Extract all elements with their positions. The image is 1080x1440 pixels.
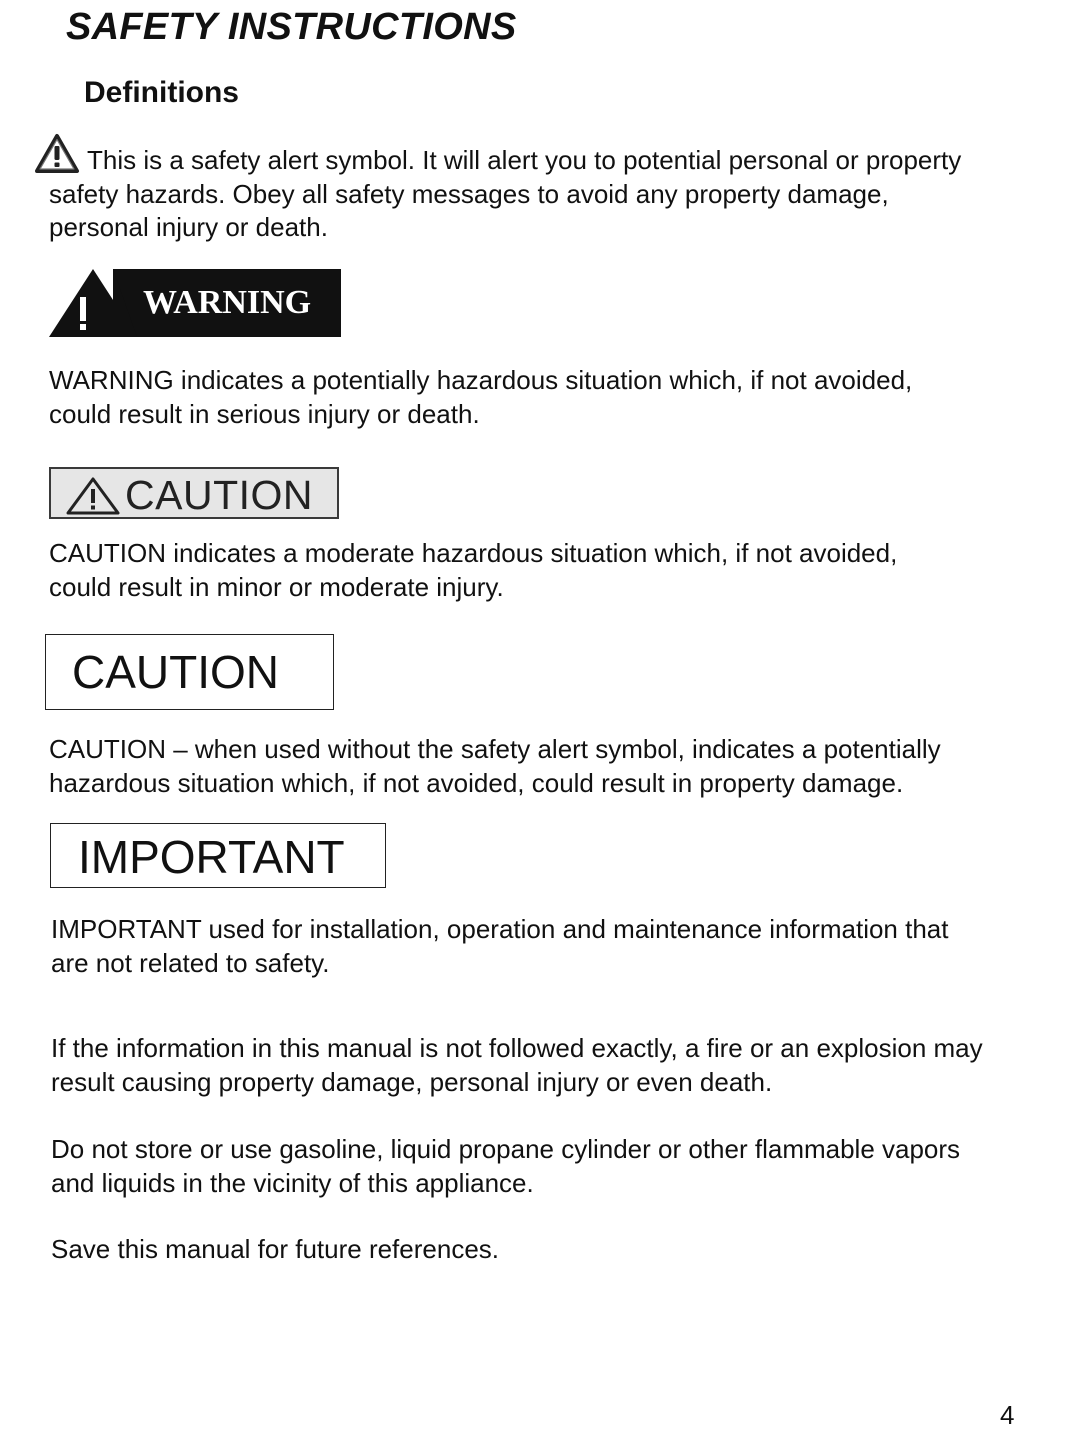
text-line: Do not store or use gasoline, liquid propane cylinder or other flammable vapors [51,1134,961,1164]
section-heading-definitions: Definitions [84,76,239,109]
text-line: CAUTION indicates a moderate hazardous situation which, if not avoided, [49,538,898,568]
alert-symbol-definition [49,144,961,245]
important-banner [50,823,386,888]
text-line: IMPORTANT used for installation, operation and maintenance information that [51,914,949,944]
save-manual-notice [51,1233,499,1267]
text-line: WARNING indicates a potentially hazardous situation which, if not avoided, [49,365,913,395]
text-line: are not related to safety. [51,947,330,978]
caution-plain-definition [49,733,941,800]
page-title: SAFETY INSTRUCTIONS [66,6,517,48]
text-line: CAUTION – when used without the safety alert symbol, indicates a potentially [49,734,941,764]
caution-banner-plain [45,634,334,710]
important-definition [51,913,948,980]
caution-banner-with-symbol [49,467,339,519]
text-line: safety hazards. Obey all safety messages to avoid any property damage, [49,178,889,209]
warning-banner [49,269,341,337]
text-line: hazardous situation which, if not avoided, could result in property damage. [49,767,904,798]
caution-banner-label: CAUTION [125,472,313,518]
text-line: could result in minor or moderate injury. [49,571,504,602]
warning-definition [49,364,912,431]
warning-triangle-icon [65,477,121,515]
important-banner-label: IMPORTANT [78,831,345,883]
text-line: result causing property damage, personal injury or even death. [51,1066,773,1097]
caution-plain-label: CAUTION [72,646,279,698]
fire-explosion-notice [51,1032,983,1099]
text-line: personal injury or death. [49,212,328,242]
text-line: This is a safety alert symbol. It will alert you to potential personal or property [87,145,962,175]
text-line: could result in serious injury or death. [49,398,480,429]
page-number: 4 [1000,1400,1015,1430]
caution-symbol-definition [49,537,897,604]
text-line: If the information in this manual is not followed exactly, a fire or an explosion may [51,1033,983,1063]
text-line: and liquids in the vicinity of this appliance. [51,1167,534,1198]
flammable-storage-notice [51,1133,960,1200]
warning-banner-label: WARNING [143,284,312,321]
text-line: Save this manual for future references. [51,1234,500,1264]
exclamation-mark-icon [80,297,86,330]
